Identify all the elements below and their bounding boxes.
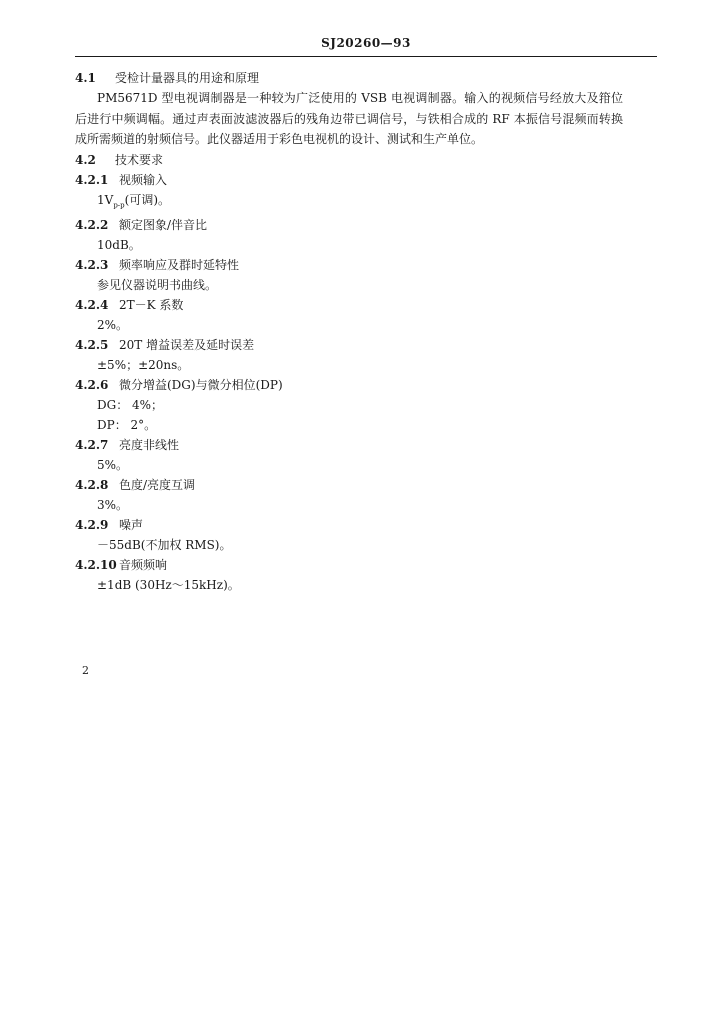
value-tail: (可调)。 <box>124 192 171 207</box>
intro-paragraph: PM5671D 型电视调制器是一种较为广泛使用的 VSB 电视调制器。输入的视频信号经放大及箝位后进行中频调幅。通过声表面波滤波器后的残角边带已调信号，与铁相合成的 RF 本振信号混频而转换成所需频道的射频信号。此仪器适用于彩色电视机的设计、测试和生产单位。 <box>75 91 623 146</box>
item-number: 4.2.6 <box>75 377 109 392</box>
item-heading <box>75 255 635 275</box>
item-heading <box>75 295 635 315</box>
item-number: 4.2.3 <box>75 257 109 272</box>
item-title: 微分增益(DG)与微分相位(DP) <box>119 377 283 392</box>
item-value: －55dB(不加权 RMS)。 <box>97 537 232 552</box>
item-number: 4.2.9 <box>75 517 109 532</box>
item-number: 4.2.10 <box>75 557 117 572</box>
item-number: 4.2.2 <box>75 217 109 232</box>
document-code-header: SJ20260—93 <box>321 36 411 50</box>
item-number: 4.2.7 <box>75 437 109 452</box>
item-value: 参见仪器说明书曲线。 <box>97 277 218 292</box>
section-title: 受检计量器具的用途和原理 <box>115 71 260 85</box>
item-title: 亮度非线性 <box>119 437 180 452</box>
section-heading <box>75 68 635 88</box>
section-number: 4.2 <box>75 152 96 167</box>
item-value: ±5%；±20ns。 <box>97 357 190 372</box>
item-heading <box>75 555 635 575</box>
item-number: 4.2.5 <box>75 337 109 352</box>
page-number: 2 <box>82 664 89 677</box>
document-body <box>75 68 635 595</box>
item-title: 频率响应及群时延特性 <box>119 257 240 272</box>
item-heading <box>75 475 635 495</box>
value-subscript: p-p <box>113 200 125 209</box>
section-heading <box>75 150 635 170</box>
item-heading <box>75 170 635 190</box>
item-title: 视频输入 <box>119 172 168 187</box>
item-heading <box>75 215 635 235</box>
section-number: 4.1 <box>75 71 96 85</box>
item-value <box>75 190 635 215</box>
item-number: 4.2.1 <box>75 172 109 187</box>
item-value: 2%。 <box>97 317 129 332</box>
item-number: 4.2.8 <box>75 477 109 492</box>
item-title: 噪声 <box>119 517 144 532</box>
item-heading <box>75 335 635 355</box>
item-title: 额定图象/伴音比 <box>119 217 208 232</box>
item-title: 20T 增益误差及延时误差 <box>119 337 255 352</box>
item-title: 2T－K 系数 <box>119 297 184 312</box>
item-value: DG： 4%； <box>97 397 164 412</box>
value-main: 1V <box>97 192 114 207</box>
item-title: 色度/亮度互调 <box>119 477 196 492</box>
item-title: 音频频响 <box>119 557 168 572</box>
item-value: 3%。 <box>97 497 129 512</box>
item-value: DP： 2°。 <box>97 417 157 432</box>
section-title: 技术要求 <box>115 152 164 167</box>
header-rule <box>75 56 657 57</box>
item-heading <box>75 515 635 535</box>
item-value: 10dB。 <box>97 237 141 252</box>
item-heading <box>75 375 635 395</box>
item-number: 4.2.4 <box>75 297 109 312</box>
item-value: 5%。 <box>97 457 129 472</box>
item-heading <box>75 435 635 455</box>
item-value: ±1dB (30Hz～15kHz)。 <box>97 577 240 592</box>
